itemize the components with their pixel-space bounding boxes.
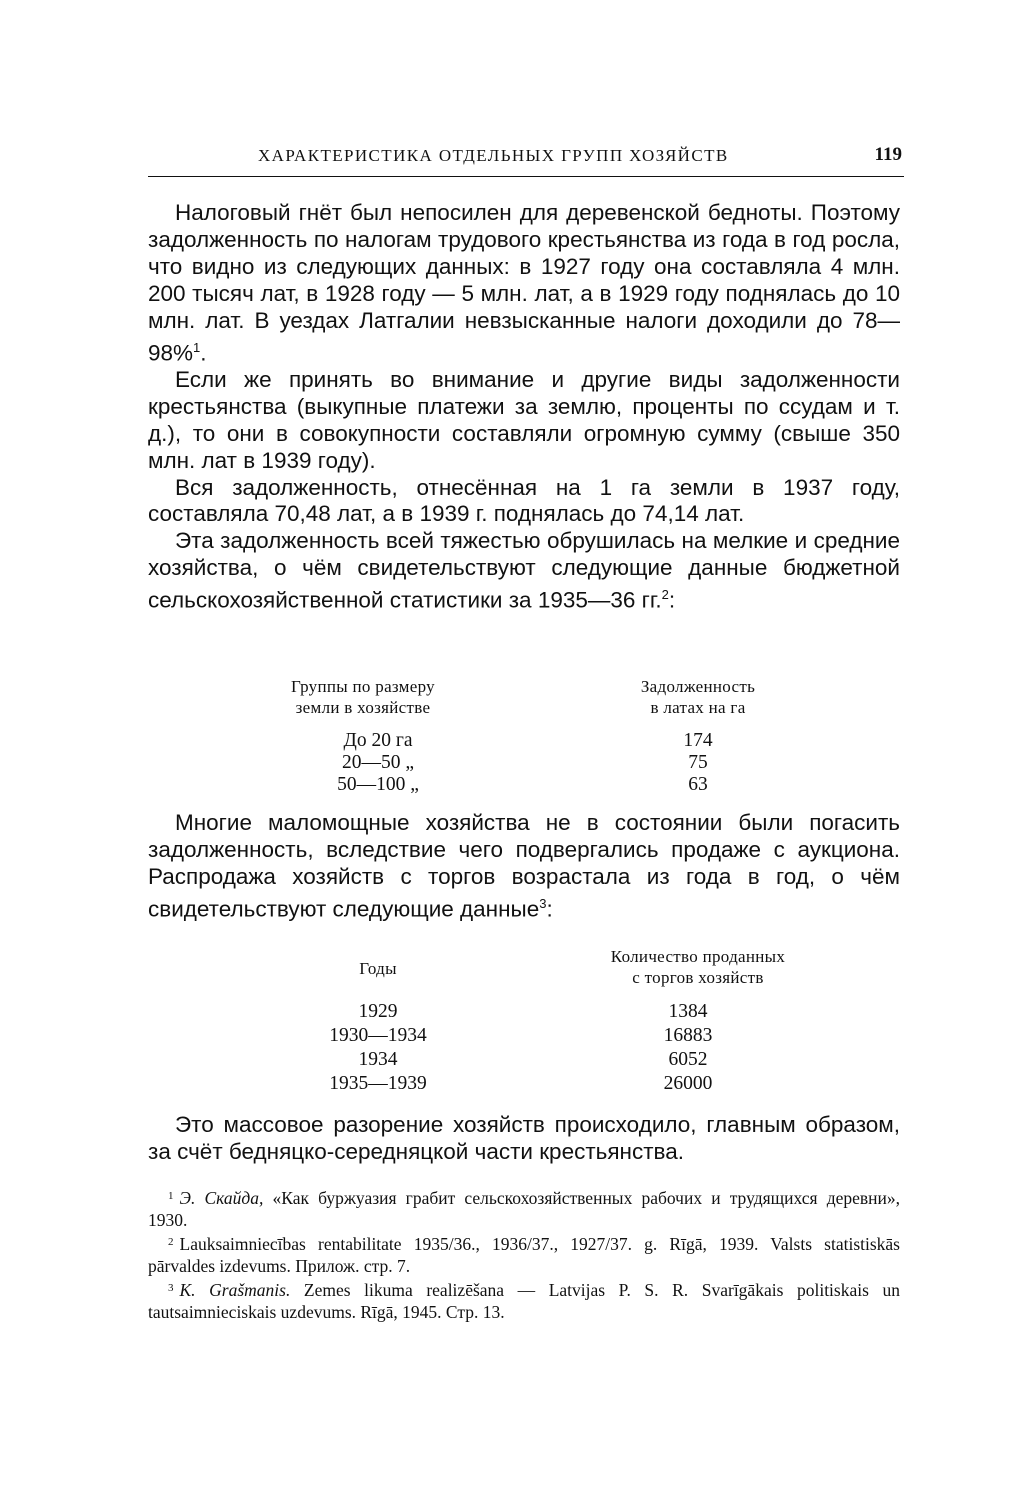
footnote-text: Zemes likuma realizēšana — Latvijas P. S. R. Svarīgākais politiskais un tautsaimnieciskais uzdevums. Rīgā, 1945. Стр. 13.	[148, 1280, 900, 1322]
header-line: в латах на га	[650, 698, 746, 717]
paragraph-end: :	[668, 587, 676, 613]
paragraph-text: Эта задолженность всей тяжестью обрушилась на мелкие и средние хозяйства, о чём свидетельствуют следующие данные бюджетной сельскохозяйственной статистики за 1935—36 гг.	[148, 528, 900, 613]
paragraph-end: :	[546, 896, 553, 922]
footnote-3	[148, 1278, 900, 1323]
paragraph-other-debts: Если же принять во внимание и другие виды задолженности крестьянства (выкупные платежи за землю, проценты по ссудам и т. д.), то они в совокупности составляли огромную сумму (свыше 350 млн. лат в 1939 году).	[148, 366, 900, 473]
table2-col1-header: Годы	[359, 959, 397, 978]
footnote-mark: 1	[168, 1190, 174, 1202]
table1-group: 50—100 „	[337, 774, 419, 795]
table1-debt: 75	[688, 752, 708, 773]
table2-count: 1384	[668, 1001, 708, 1022]
table2-count: 16883	[663, 1025, 713, 1046]
footnote-mark: 2	[168, 1236, 174, 1248]
body-text-lower	[148, 1112, 900, 1166]
paragraph-text: Многие маломощные хозяйства не в состоянии были погасить задолженность, вследствие чего подвергались продаже с аукциона. Распродажа хозяйств с торгов возрастала из года в год, о чём свидетельствуют следующие данные	[148, 810, 900, 922]
table2-year: 1929	[358, 1001, 398, 1022]
footnote-text: «Как буржуазия грабит сельскохозяйственных рабочих и трудящихся деревни», 1930.	[148, 1188, 901, 1230]
table1-debt: 63	[688, 774, 708, 795]
page-number: 119	[874, 144, 902, 165]
footnote-ref-1: 1	[193, 339, 201, 355]
running-head	[148, 140, 904, 180]
header-line: Задолженность	[640, 677, 756, 696]
table2-count: 6052	[668, 1049, 708, 1070]
paragraph-tax-burden	[148, 200, 900, 367]
footnote-author: Э. Скайда,	[179, 1188, 264, 1208]
table2-col2-header	[548, 946, 848, 988]
paragraph-small-farms	[148, 528, 900, 614]
paragraph-end: .	[200, 340, 207, 366]
paragraph-auctions	[148, 810, 900, 923]
table2-year: 1934	[358, 1049, 398, 1070]
header-line: Группы по размеру	[291, 677, 435, 696]
table-debt-by-land-size	[148, 676, 900, 796]
table1-row	[638, 774, 758, 796]
footnote-text: Lauksaimniecības rentabilitate 1935/36., 1936/37., 1927/37. g. Rīgā, 1939. Valsts statistiskās pārvaldes izdevums. Прилож. стр. 7.	[148, 1234, 900, 1276]
footnote-author: K. Grašmanis.	[179, 1280, 291, 1300]
header-line: с торгов хозяйств	[632, 968, 764, 987]
table2-year: 1935—1939	[329, 1073, 427, 1094]
table1-row	[318, 752, 438, 774]
footnote-ref-3: 3	[539, 895, 547, 911]
table-farms-sold	[148, 946, 900, 1096]
table1-col1-header	[238, 676, 488, 718]
table1-debt: 174	[683, 730, 713, 751]
paragraph-ruin: Это массовое разорение хозяйств происходило, главным образом, за счёт бедняцко-середняцкой части крестьянства.	[148, 1112, 900, 1164]
running-head-title: ХАРАКТЕРИСТИКА ОТДЕЛЬНЫХ ГРУПП ХОЗЯЙСТВ	[258, 146, 729, 165]
header-line: Количество проданных	[610, 947, 786, 966]
table1-row	[318, 730, 438, 752]
footnote-mark: 3	[168, 1282, 174, 1294]
table1-group: 20—50 „	[341, 752, 415, 773]
footnotes	[148, 1186, 900, 1324]
table1-row	[318, 774, 438, 796]
footnote-ref-2: 2	[661, 587, 669, 603]
table1-row	[638, 730, 758, 752]
table1-group: До 20 га	[343, 730, 413, 751]
table2-year: 1930—1934	[329, 1025, 427, 1046]
table1-col2-header	[588, 676, 808, 718]
body-text-middle	[148, 810, 900, 923]
header-line: земли в хозяйстве	[295, 698, 431, 717]
footnote-1	[148, 1186, 900, 1231]
table2-count: 26000	[663, 1073, 713, 1094]
header-rule	[148, 176, 904, 177]
paragraph-debt-per-hectare: Вся задолженность, отнесённая на 1 га земли в 1937 году, составляла 70,48 лат, а в 1939 г. поднялась до 74,14 лат.	[148, 474, 900, 527]
table1-row	[638, 752, 758, 774]
paragraph-text: Налоговый гнёт был непосилен для деревенской бедноты. Поэтому задолженность по налогам трудового крестьянства из года в год росла, что видно из следующих данных: в 1927 году она составляла 4 млн. 200 тысяч лат, в 1928 году — 5 млн. лат, а в 1929 году поднялась до 10 млн. лат. В уездах Латгалии невзысканные налоги доходили до 78—98%	[148, 200, 900, 366]
body-text-upper	[148, 200, 900, 615]
footnote-2	[148, 1232, 900, 1277]
